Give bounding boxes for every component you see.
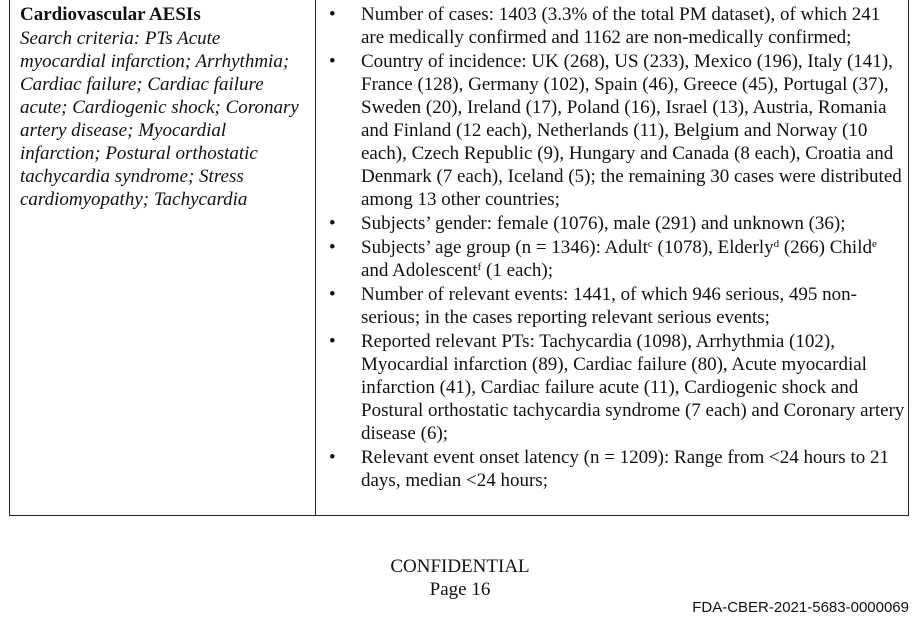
bullet-relevant-events: • Number of relevant events: 1441, of which 946 serious, 495 non-serious; in the cases reporting relevant serious events; xyxy=(325,283,907,329)
table-right-cell xyxy=(325,3,907,493)
age-group-mid1: (1078), Elderly xyxy=(652,237,774,258)
page-footer xyxy=(0,555,920,601)
page-number: Page 16 xyxy=(429,579,491,600)
footnote-marker-c: c xyxy=(647,238,653,250)
aesi-table xyxy=(9,0,909,516)
column-divider xyxy=(315,0,316,515)
cell-title: Cardiovascular AESIs xyxy=(20,4,201,25)
age-group-mid3: and Adolescent xyxy=(361,260,478,281)
bullet-subjects-gender: • Subjects’ gender: female (1076), male (291) and unknown (36); xyxy=(325,212,907,235)
bullet-reported-pts: • Reported relevant PTs: Tachycardia (1098), Arrhythmia (102), Myocardial infarction (89), Cardiac failure (80), Acute myocardial infarction (41), Cardiac failure acute (11), Cardiogenic shock and Postural orthostatic tachycardia syndrome (7 each) and Coronary artery disease (6); xyxy=(325,330,907,445)
footnote-marker-f: f xyxy=(477,261,482,273)
document-id: FDA-CBER-2021-5683-0000069 xyxy=(692,599,909,616)
bullet-country-of-incidence: • Country of incidence: UK (268), US (233), Mexico (196), Italy (141), France (128), Germany (102), Spain (46), Greece (45), Portugal (37), Sweden (20), Ireland (17), Poland (16), Israel (13), Austria, Romania and Finland (12 each), Netherlands (11), Belgium and Norway (10 each), Czech Republic (9), Hungary and Canada (8 each), Croatia and Denmark (7 each), Iceland (5); the remaining 30 cases were distributed among 13 other countries; xyxy=(325,50,907,211)
confidential-label: CONFIDENTIAL xyxy=(390,556,530,577)
search-criteria: Search criteria: PTs Acute myocardial infarction; Arrhythmia; Cardiac failure; Cardiac failure acute; Cardiogenic shock; Coronary artery disease; Myocardial infarction; Postural orthostatic tachycardia syndrome; Stress cardiomyopathy; Tachycardia xyxy=(20,28,299,210)
bullet-age-group xyxy=(325,236,907,282)
footnote-marker-e: e xyxy=(871,238,877,250)
footnote-marker-d: d xyxy=(773,238,780,250)
bullet-number-of-cases: • Number of cases: 1403 (3.3% of the total PM dataset), of which 241 are medically confirmed and 1162 are non-medically confirmed; xyxy=(325,3,907,49)
bullet-list xyxy=(325,3,907,492)
age-group-mid2: (266) Child xyxy=(779,237,872,258)
table-left-cell xyxy=(20,3,305,211)
age-group-prefix: Subjects’ age group (n = 1346): Adult xyxy=(361,237,648,258)
age-group-suffix: (1 each); xyxy=(481,260,554,281)
bullet-onset-latency: • Relevant event onset latency (n = 1209): Range from <24 hours to 21 days, median <24 hours; xyxy=(325,446,907,492)
